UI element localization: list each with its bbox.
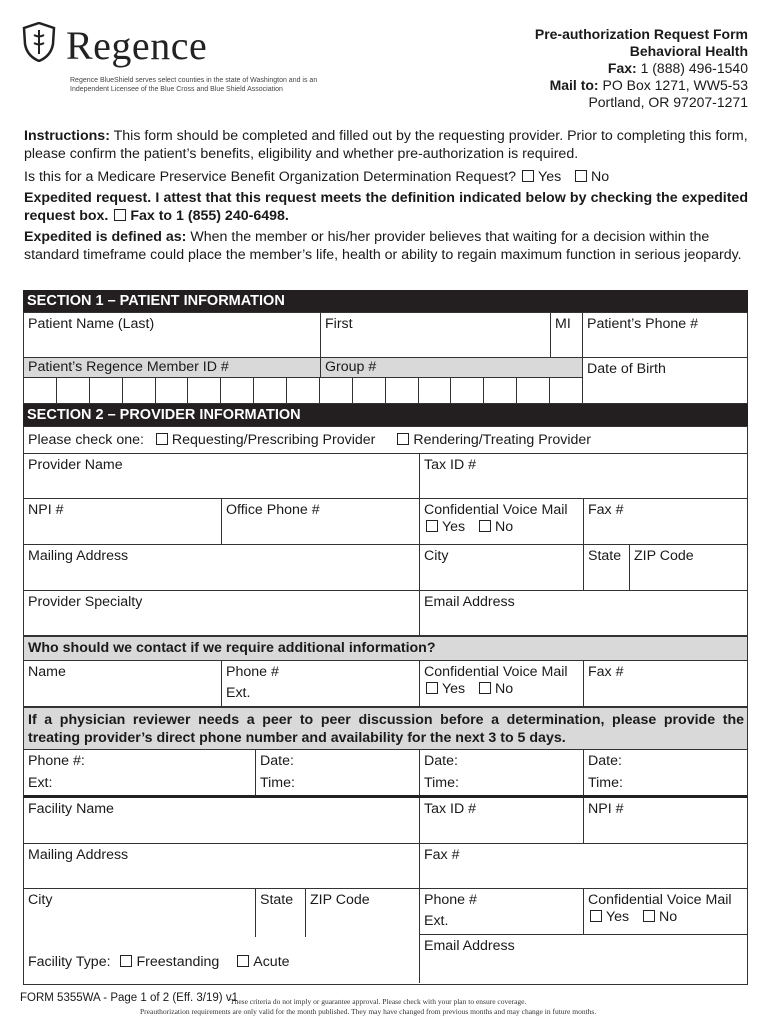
acute-checkbox[interactable] xyxy=(237,955,249,967)
form-title: Pre-authorization Request Form xyxy=(534,26,748,42)
facility-phone-label: Phone # xyxy=(424,892,477,908)
medicare-yes-label: Yes xyxy=(538,169,562,185)
facility-state-label: State xyxy=(260,892,294,908)
contact-phone-field[interactable] xyxy=(222,661,420,706)
requesting-provider-checkbox[interactable] xyxy=(156,433,168,445)
expedited-definition xyxy=(24,229,748,264)
medicare-question xyxy=(24,169,748,187)
patient-last-label: Patient Name (Last) xyxy=(28,316,155,332)
provider-cvm-field xyxy=(420,499,584,545)
peer-time-3: Time: xyxy=(588,775,623,791)
facility-state-field[interactable] xyxy=(256,889,306,937)
patient-mi-field[interactable] xyxy=(551,313,583,358)
facility-name-label: Facility Name xyxy=(28,801,114,817)
member-id-digit-box[interactable] xyxy=(484,378,517,403)
instructions-label: Instructions: xyxy=(24,128,110,144)
provider-state-field[interactable] xyxy=(584,545,630,591)
contact-title: Who should we contact if we require additional information? xyxy=(23,636,748,661)
facility-type-label: Facility Type: xyxy=(28,954,111,970)
facility-mailing-field[interactable] xyxy=(24,844,420,889)
provider-specialty-label: Provider Specialty xyxy=(28,594,143,610)
facility-cvm-no-label: No xyxy=(658,909,678,925)
office-phone-field[interactable] xyxy=(222,499,420,545)
expedited-defined-label: Expedited is defined as: xyxy=(24,229,187,245)
contact-cvm-yes-checkbox[interactable] xyxy=(426,682,438,694)
brand-note: Regence BlueShield serves select counties in the state of Washington and is an Independent Licensee of the Blue Cross and Blue Shield Association xyxy=(70,77,318,93)
contact-cvm-label: Confidential Voice Mail xyxy=(424,664,568,680)
contact-table xyxy=(23,661,748,707)
member-id-header xyxy=(24,358,321,378)
patient-phone-label: Patient’s Phone # xyxy=(587,316,698,332)
provider-cvm-no-label: No xyxy=(494,519,514,535)
disclaimer-1: These criteria do not imply or guarantee approval. Please check with your plan to ensure coverage. xyxy=(230,997,527,1006)
provider-cvm-no-checkbox[interactable] xyxy=(479,520,491,532)
provider-name-field[interactable] xyxy=(24,454,420,499)
facility-city-label: City xyxy=(28,892,53,908)
peer-time-1: Time: xyxy=(260,775,295,791)
freestanding-label: Freestanding xyxy=(136,954,220,970)
acute-label: Acute xyxy=(253,954,290,970)
provider-tax-id-label: Tax ID # xyxy=(424,457,477,473)
facility-phone-field[interactable] xyxy=(420,889,584,935)
office-phone-label: Office Phone # xyxy=(226,502,320,518)
patient-first-label: First xyxy=(325,316,353,332)
contact-cvm-no-label: No xyxy=(494,681,514,697)
mail-city: Portland, OR 97207-1271 xyxy=(588,94,748,110)
instructions-text: This form should be completed and filled out by the requesting provider. Prior to completing this form, please confirm the patient’s benefits, eligibility and whether pre-authorization is required. xyxy=(24,128,748,162)
contact-name-field[interactable] xyxy=(24,661,222,706)
facility-ext-label: Ext. xyxy=(424,913,449,929)
member-id-digit-box[interactable] xyxy=(254,378,287,403)
peer-table xyxy=(23,750,748,798)
member-id-digit-box[interactable] xyxy=(156,378,189,403)
dob-label: Date of Birth xyxy=(587,361,666,377)
peer-date-3: Date: xyxy=(588,753,622,769)
facility-cvm-field xyxy=(584,889,747,935)
mail-label: Mail to: xyxy=(549,77,599,93)
member-id-label: Patient’s Regence Member ID # xyxy=(28,359,229,375)
contact-cvm-yes-label: Yes xyxy=(442,681,466,697)
member-id-boxes[interactable] xyxy=(24,378,583,403)
member-id-digit-box[interactable] xyxy=(221,378,254,403)
dob-field[interactable] xyxy=(583,358,747,403)
provider-email-field[interactable] xyxy=(420,591,747,635)
medicare-yes-checkbox[interactable] xyxy=(522,170,534,182)
facility-fax-field[interactable] xyxy=(420,844,747,889)
freestanding-checkbox[interactable] xyxy=(120,955,132,967)
member-id-digit-box[interactable] xyxy=(90,378,123,403)
facility-zip-field[interactable] xyxy=(306,889,420,937)
mail-value: PO Box 1271, WW5-53 xyxy=(602,77,748,93)
rendering-provider-label: Rendering/Treating Provider xyxy=(413,432,592,448)
section2-table xyxy=(23,426,748,636)
provider-fax-label: Fax # xyxy=(588,502,624,518)
fax-label: Fax: xyxy=(607,60,637,76)
peer-title: If a physician reviewer needs a peer to peer discussion before a determination, please provide the treating provider’s direct phone number and availability for the next 3 to 5 days. xyxy=(23,707,748,750)
expedited-text: Expedited request. I attest that this request meets the definition indicated below by checking the expedited request box. xyxy=(24,190,748,224)
member-id-digit-box[interactable] xyxy=(386,378,419,403)
provider-zip-field[interactable] xyxy=(630,545,747,591)
peer-availability-2[interactable] xyxy=(420,750,584,795)
provider-fax-field[interactable] xyxy=(584,499,747,545)
npi-field[interactable] xyxy=(24,499,222,545)
peer-date-1: Date: xyxy=(260,753,294,769)
check-one-label: Please check one: xyxy=(28,432,144,448)
provider-mailing-field[interactable] xyxy=(24,545,420,591)
peer-phone-field[interactable] xyxy=(24,750,256,795)
facility-zip-label: ZIP Code xyxy=(310,892,370,908)
provider-zip-label: ZIP Code xyxy=(634,548,694,564)
peer-date-2: Date: xyxy=(424,753,458,769)
medicare-no-checkbox[interactable] xyxy=(575,170,587,182)
patient-mi-label: MI xyxy=(555,316,571,332)
facility-city-field[interactable] xyxy=(24,889,256,937)
member-id-digit-box[interactable] xyxy=(287,378,320,403)
fax-value: 1 (888) 496-1540 xyxy=(640,60,748,76)
facility-type-row xyxy=(24,937,420,983)
peer-availability-3[interactable] xyxy=(584,750,747,795)
facility-cvm-no-checkbox[interactable] xyxy=(643,910,655,922)
medicare-no-label: No xyxy=(591,169,610,185)
contact-cvm-field xyxy=(420,661,584,706)
member-id-digit-box[interactable] xyxy=(57,378,90,403)
contact-fax-label: Fax # xyxy=(588,664,624,680)
medicare-question-text: Is this for a Medicare Preservice Benefit Organization Determination Request? xyxy=(24,169,517,185)
facility-name-field[interactable] xyxy=(24,798,420,844)
facility-cvm-yes-label: Yes xyxy=(606,909,630,925)
peer-ext-label: Ext: xyxy=(28,775,53,791)
provider-city-label: City xyxy=(424,548,449,564)
facility-tax-id-field[interactable] xyxy=(420,798,584,844)
form-number: FORM 5355WA - Page 1 of 2 (Eff. 3/19) v1 xyxy=(20,992,238,1004)
provider-state-label: State xyxy=(588,548,622,564)
member-id-digit-box[interactable] xyxy=(353,378,386,403)
provider-cvm-label: Confidential Voice Mail xyxy=(424,502,568,518)
member-id-digit-box[interactable] xyxy=(123,378,156,403)
section2-title: SECTION 2 – PROVIDER INFORMATION xyxy=(23,404,748,426)
provider-specialty-field[interactable] xyxy=(24,591,420,635)
member-id-digit-box[interactable] xyxy=(517,378,550,403)
requesting-provider-label: Requesting/Prescribing Provider xyxy=(171,432,376,448)
facility-npi-label: NPI # xyxy=(588,801,624,817)
facility-npi-field[interactable] xyxy=(584,798,747,844)
provider-tax-id-field[interactable] xyxy=(420,454,747,499)
contact-ext-label: Ext. xyxy=(226,685,251,701)
regence-shield-logo xyxy=(22,22,56,62)
member-id-digit-box[interactable] xyxy=(451,378,484,403)
peer-time-2: Time: xyxy=(424,775,459,791)
patient-phone-field[interactable] xyxy=(583,313,747,358)
contact-cvm-no-checkbox[interactable] xyxy=(479,682,491,694)
contact-fax-field[interactable] xyxy=(584,661,747,706)
form-subtitle: Behavioral Health xyxy=(629,43,748,59)
contact-name-label: Name xyxy=(28,664,66,680)
contact-phone-label: Phone # xyxy=(226,664,279,680)
npi-label: NPI # xyxy=(28,502,64,518)
group-header xyxy=(321,358,583,378)
provider-cvm-yes-checkbox[interactable] xyxy=(426,520,438,532)
facility-email-field[interactable] xyxy=(420,935,747,983)
facility-fax-label: Fax # xyxy=(424,847,460,863)
member-id-digit-box[interactable] xyxy=(419,378,452,403)
member-id-digit-box[interactable] xyxy=(550,378,583,403)
member-id-digit-box[interactable] xyxy=(24,378,57,403)
form-header xyxy=(535,26,748,111)
facility-mailing-label: Mailing Address xyxy=(28,847,129,863)
expedited-fax: Fax to 1 (855) 240-6498. xyxy=(130,207,289,224)
rendering-provider-checkbox[interactable] xyxy=(397,433,409,445)
section1-title: SECTION 1 – PATIENT INFORMATION xyxy=(23,290,748,312)
provider-mailing-label: Mailing Address xyxy=(28,548,129,564)
provider-city-field[interactable] xyxy=(420,545,584,591)
provider-type-row xyxy=(24,427,747,454)
facility-cvm-yes-checkbox[interactable] xyxy=(590,910,602,922)
provider-email-label: Email Address xyxy=(424,594,515,610)
facility-email-label: Email Address xyxy=(424,938,515,954)
group-label: Group # xyxy=(325,359,377,375)
patient-first-field[interactable] xyxy=(321,313,551,358)
patient-last-field[interactable] xyxy=(24,313,321,358)
instructions xyxy=(24,128,748,163)
provider-cvm-yes-label: Yes xyxy=(442,519,466,535)
member-id-digit-box[interactable] xyxy=(188,378,221,403)
expedited-request xyxy=(24,190,748,225)
provider-name-label: Provider Name xyxy=(28,457,123,473)
peer-phone-label: Phone #: xyxy=(28,753,85,769)
section1-table xyxy=(23,312,748,404)
expedited-defined-text: When the member or his/her provider believes that waiting for a decision within the standard timeframe could place the member’s life, health or ability to regain maximum function in serious jeopardy. xyxy=(24,229,742,263)
facility-cvm-label: Confidential Voice Mail xyxy=(588,892,732,908)
facility-table xyxy=(23,798,748,985)
expedited-checkbox[interactable] xyxy=(114,209,126,221)
disclaimer-2: Preauthorization requirements are only valid for the month published. They may have changed from previous months and may change in future months. xyxy=(140,1007,597,1016)
facility-tax-id-label: Tax ID # xyxy=(424,801,477,817)
peer-availability-1[interactable] xyxy=(256,750,420,795)
member-id-digit-box[interactable] xyxy=(320,378,353,403)
brand-name: Regence xyxy=(66,23,208,68)
